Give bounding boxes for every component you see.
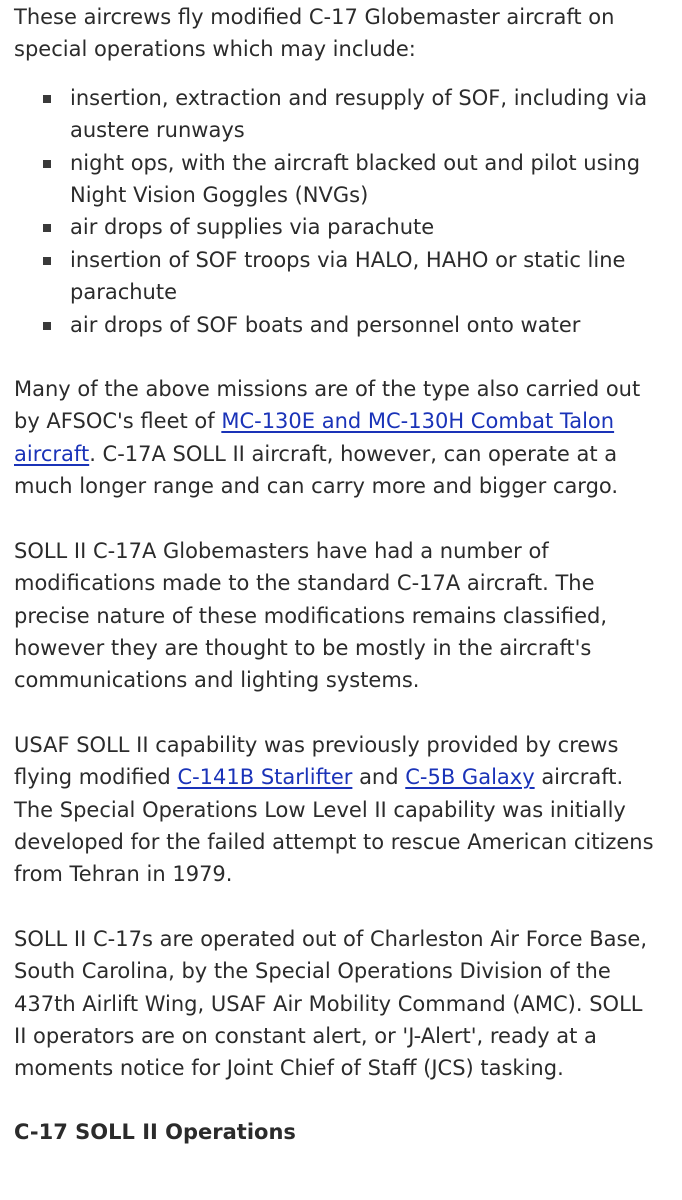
list-item [14, 82, 654, 147]
combat-talon-paragraph [14, 373, 654, 503]
square-bullet-icon [43, 95, 51, 103]
history-paragraph [14, 729, 654, 891]
section-heading: C-17 SOLL II Operations [14, 1119, 296, 1144]
combat-talon-link[interactable]: MC-130E and MC-130H Combat Talon aircraft [14, 409, 615, 466]
paragraph-text: . C-17A SOLL II aircraft, however, can operate at a much longer range and can carry more and bigger cargo. [14, 441, 619, 499]
square-bullet-icon [43, 160, 51, 168]
square-bullet-icon [43, 257, 51, 265]
galaxy-link[interactable]: C-5B Galaxy [405, 765, 535, 790]
list-item-text: night ops, with the aircraft blacked out and pilot using Night Vision Goggles (NVGs) [70, 150, 641, 208]
list-item [14, 309, 654, 341]
paragraph-text: aircraft. The Special Operations Low Level II capability was initially developed for the failed attempt to rescue American citizens from Tehran in 1979. [14, 765, 654, 887]
list-item [14, 147, 654, 212]
operations-list [14, 82, 654, 341]
list-item-text: insertion of SOF troops via HALO, HAHO or static line parachute [70, 247, 626, 305]
paragraph-text: and [352, 765, 406, 790]
intro-paragraph: These aircrews fly modified C-17 Globemaster aircraft on special operations which may include: [14, 5, 615, 62]
list-item [14, 211, 654, 243]
list-item-text: air drops of SOF boats and personnel onto water [70, 312, 581, 337]
square-bullet-icon [43, 224, 51, 232]
list-item-text: air drops of supplies via parachute [70, 215, 435, 240]
article-body [14, 1, 654, 1148]
paragraph-text: USAF SOLL II capability was previously provided by crews flying modified [14, 732, 619, 790]
list-item-text: insertion, extraction and resupply of SOF, including via austere runways [70, 85, 648, 143]
square-bullet-icon [43, 322, 51, 330]
basing-paragraph: SOLL II C-17s are operated out of Charleston Air Force Base, South Carolina, by the Special Operations Division of the 437th Airlift Wing, USAF Air Mobility Command (AMC). SOLL II operators are on constant alert, or 'J-Alert', ready at a moments notice for Joint Chief of Staff (JCS) tasking. [14, 926, 648, 1081]
modifications-paragraph: SOLL II C-17A Globemasters have had a number of modifications made to the standard C-17A aircraft. The precise nature of these modifications remains classified, however they are thought to be mostly in the aircraft's communications and lighting systems. [14, 538, 607, 693]
list-item [14, 244, 654, 309]
starlifter-link[interactable]: C-141B Starlifter [177, 765, 353, 790]
paragraph-text: Many of the above missions are of the type also carried out by AFSOC's fleet of [14, 377, 641, 434]
